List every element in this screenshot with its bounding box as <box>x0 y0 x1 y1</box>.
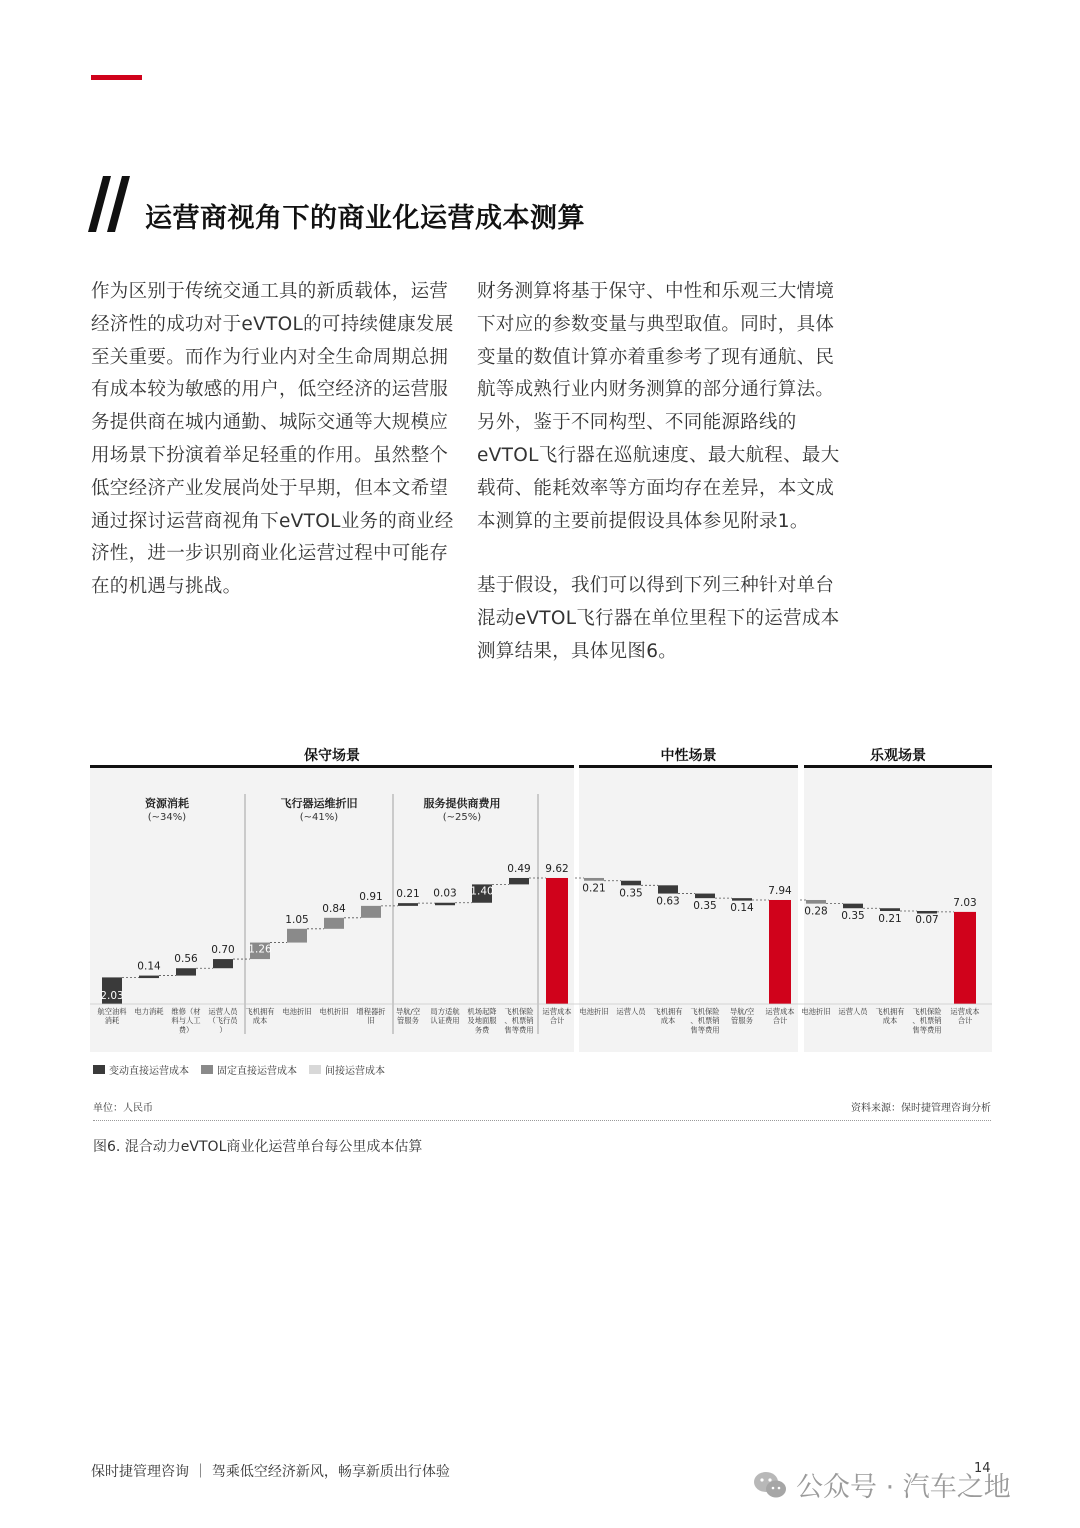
double-slash-icon <box>86 174 134 234</box>
waterfall-chart <box>90 742 992 1102</box>
caption-divider <box>93 1120 991 1121</box>
category-label: 消耗 <box>104 1016 120 1026</box>
category-label: 电池折旧 <box>579 1007 609 1016</box>
total-bar <box>769 900 791 1004</box>
total-bar <box>954 912 976 1004</box>
group-share: (~34%) <box>147 812 187 823</box>
category-label: 旧 <box>367 1016 375 1026</box>
category-label: 合计 <box>549 1016 565 1026</box>
waterfall-bar <box>509 878 529 884</box>
category-label: 售等费用 <box>690 1025 720 1035</box>
waterfall-bar <box>880 908 900 911</box>
watermark <box>752 1465 1011 1504</box>
total-label: 7.94 <box>768 884 792 897</box>
category-label: 务费 <box>474 1025 490 1035</box>
data-label: 0.35 <box>841 910 865 923</box>
category-label: 局方适航 <box>430 1007 460 1016</box>
category-label: 电机折旧 <box>319 1007 349 1016</box>
category-label: 机场起降 <box>467 1007 497 1016</box>
waterfall-bar <box>843 904 863 909</box>
legend-label-fixed: 固定直接运营成本 <box>217 1066 297 1077</box>
waterfall-bar <box>806 900 826 904</box>
data-label: 1.26 <box>248 943 272 956</box>
footer-text: 保时捷管理咨询 ｜ 驾乘低空经济新风，畅享新质出行体验 <box>91 1464 450 1480</box>
waterfall-bar <box>213 959 233 968</box>
scenario-header-line <box>579 765 798 768</box>
waterfall-bar <box>361 906 381 918</box>
waterfall-bar <box>176 968 196 975</box>
category-label: 导航/空 <box>395 1007 421 1016</box>
group-label: 飞行器运维折旧 <box>280 797 358 810</box>
waterfall-bar <box>435 903 455 906</box>
category-label: 运营成本 <box>542 1007 572 1016</box>
waterfall-bar <box>398 903 418 906</box>
chart-legend <box>93 1062 385 1077</box>
category-label: 、机票销 <box>504 1016 534 1026</box>
data-label: 1.40 <box>470 885 494 898</box>
category-label: 飞机保险 <box>912 1007 942 1016</box>
waterfall-bar <box>139 976 159 979</box>
category-label: 运营成本 <box>950 1007 980 1016</box>
wechat-icon <box>752 1469 788 1501</box>
category-label: 管服务 <box>731 1016 753 1026</box>
category-label: 运营人员 <box>838 1007 868 1016</box>
legend-item-indirect <box>309 1062 385 1077</box>
legend-swatch-indirect <box>309 1065 321 1074</box>
data-label: 0.21 <box>582 882 606 895</box>
waterfall-bar <box>584 878 604 881</box>
chart-unit: 单位：人民币 <box>93 1103 153 1114</box>
category-label: 成本 <box>660 1016 676 1026</box>
scenario-title: 中性场景 <box>660 748 717 764</box>
group-share: (~25%) <box>442 812 482 823</box>
scenario-header-line <box>90 765 574 768</box>
category-label: 运营人员 <box>616 1007 646 1016</box>
accent-bar <box>91 75 142 80</box>
legend-label-variable: 变动直接运营成本 <box>109 1066 189 1077</box>
body-paragraph-right-2: 基于假设，我们可以得到下列三种针对单台混动eVTOL飞行器在单位里程下的运营成本测算结果，具体见图6。 <box>477 575 840 662</box>
data-label: 0.70 <box>211 944 235 957</box>
data-label: 0.28 <box>804 905 828 918</box>
category-label: ） <box>219 1025 227 1035</box>
data-label: 0.84 <box>322 902 346 915</box>
body-paragraph-left: 作为区别于传统交通工具的新质载体，运营经济性的成功对于eVTOL的可持续健康发展至关重要。而作为行业内对全生命周期总拥有成本较为敏感的用户，低空经济的运营服务提供商在城内通勤、城际交通等大规模应用场景下扮演着举足轻重的作用。虽然整个低空经济产业发展尚处于早期，但本文希望通过探讨运营商视角下eVTOL业务的商业经济性，进一步识别商业化运营过程中可能存在的机遇与挑战。 <box>91 281 454 598</box>
category-label: 运营人员 <box>208 1007 238 1016</box>
data-label: 0.21 <box>878 912 902 925</box>
category-label: 飞机拥有 <box>245 1007 275 1016</box>
category-label: 合计 <box>772 1016 788 1026</box>
waterfall-bar <box>732 898 752 901</box>
group-label: 服务提供商费用 <box>423 797 501 810</box>
waterfall-bar <box>324 918 344 929</box>
category-label: 合计 <box>957 1016 973 1026</box>
group-share: (~41%) <box>299 812 339 823</box>
data-label: 1.05 <box>285 913 309 926</box>
category-label: 航空油料 <box>97 1007 127 1016</box>
category-label: 管服务 <box>397 1016 419 1026</box>
data-label: 0.35 <box>619 887 643 900</box>
data-label: 0.35 <box>693 900 717 913</box>
category-label: 认证费用 <box>430 1016 460 1026</box>
category-label: 成本 <box>882 1016 898 1026</box>
group-label: 资源消耗 <box>145 797 189 810</box>
legend-item-fixed <box>201 1062 297 1077</box>
category-label: 售等费用 <box>504 1025 534 1035</box>
category-label: 导航/空 <box>729 1007 755 1016</box>
category-label: 电池折旧 <box>801 1007 831 1016</box>
data-label: 0.63 <box>656 895 680 908</box>
figure-caption: 图6. 混合动力eVTOL商业化运营单台每公里成本估算 <box>93 1139 423 1155</box>
legend-item-variable <box>93 1062 189 1077</box>
category-label: 增程器折 <box>356 1007 386 1016</box>
waterfall-bar <box>695 894 715 899</box>
total-bar <box>546 878 568 1004</box>
category-label: 电力消耗 <box>134 1007 164 1016</box>
category-label: 电池折旧 <box>282 1007 312 1016</box>
category-label: 运营成本 <box>765 1007 795 1016</box>
body-paragraph-right-1: 财务测算将基于保守、中性和乐观三大情境下对应的参数变量与典型取值。同时，具体变量的数值计算亦着重参考了现有通航、民航等成熟行业内财务测算的部分通行算法。另外，鉴于不同构型、不同能源路线的eVTOL飞行器在巡航速度、最大航程、最大载荷、能耗效率等方面均存在差异，本文成本测算的主要前提假设具体参见附录1。 <box>477 281 840 532</box>
category-label: 及地面服 <box>467 1016 497 1026</box>
category-label: 维修（材 <box>171 1007 201 1016</box>
category-label: （飞行员 <box>208 1016 238 1026</box>
chart-source: 资料来源：保时捷管理咨询分析 <box>851 1103 991 1114</box>
legend-label-indirect: 间接运营成本 <box>325 1066 385 1077</box>
data-label: 0.14 <box>730 901 754 914</box>
page-number: 14 <box>974 1461 991 1476</box>
watermark-text: 公众号 · 汽车之地 <box>796 1472 1011 1503</box>
total-label: 7.03 <box>953 896 977 909</box>
category-label: 飞机保险 <box>504 1007 534 1016</box>
legend-swatch-variable <box>93 1065 105 1074</box>
data-label: 0.07 <box>915 913 939 926</box>
data-label: 0.03 <box>433 887 457 900</box>
category-label: 飞机拥有 <box>653 1007 683 1016</box>
category-label: 料与人工 <box>171 1016 201 1026</box>
category-label: 售等费用 <box>912 1025 942 1035</box>
category-label: 飞机保险 <box>690 1007 720 1016</box>
data-label: 2.03 <box>100 990 124 1002</box>
waterfall-bar <box>621 881 641 886</box>
data-label: 0.14 <box>137 960 161 973</box>
category-label: 费） <box>178 1025 194 1035</box>
legend-swatch-fixed <box>201 1065 213 1074</box>
data-label: 0.91 <box>359 890 383 903</box>
scenario-header-line <box>804 765 992 768</box>
waterfall-bar <box>287 929 307 943</box>
total-label: 9.62 <box>545 862 569 875</box>
scenario-title: 保守场景 <box>304 748 360 764</box>
category-label: 飞机拥有 <box>875 1007 905 1016</box>
section-title: 运营商视角下的商业化运营成本测算 <box>145 203 585 234</box>
category-label: 、机票销 <box>690 1016 720 1026</box>
category-label: 成本 <box>252 1016 268 1026</box>
category-label: 、机票销 <box>912 1016 942 1026</box>
data-label: 0.56 <box>174 953 198 966</box>
data-label: 0.49 <box>507 862 531 875</box>
scenario-title: 乐观场景 <box>870 748 926 764</box>
data-label: 0.21 <box>396 888 420 901</box>
waterfall-bar <box>658 885 678 893</box>
